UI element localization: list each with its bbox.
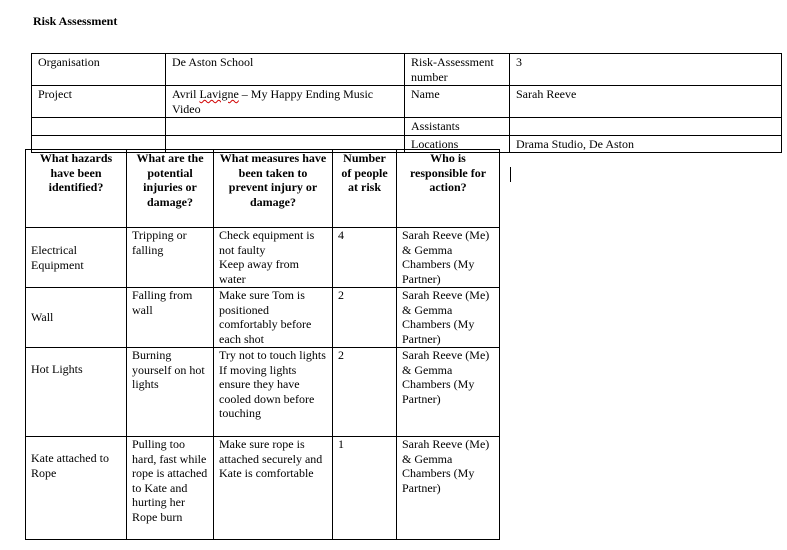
info-row-project <box>32 86 782 118</box>
measures-cell[interactable]: Make sure Tom is positioned comfortably before each shot <box>214 288 333 348</box>
header-responsible: Who is responsible for action? <box>397 150 500 228</box>
assistants-label: Assistants <box>405 118 510 136</box>
risk-table <box>25 149 500 540</box>
blank-cell[interactable] <box>32 118 166 136</box>
blank-cell[interactable] <box>166 118 405 136</box>
risk-number-value[interactable]: 3 <box>510 54 782 86</box>
locations-value[interactable]: Drama Studio, De Aston <box>510 135 782 153</box>
header-measures: What measures have been taken to prevent injury or damage? <box>214 150 333 228</box>
responsible-cell[interactable]: Sarah Reeve (Me) & Gemma Chambers (My Partner) <box>397 288 500 348</box>
project-label: Project <box>32 86 166 118</box>
risk-header-row <box>26 150 500 228</box>
hazard-cell[interactable]: Wall <box>26 288 127 348</box>
header-people: Number of people at risk <box>333 150 397 228</box>
injury-cell[interactable]: Burning yourself on hot lights <box>127 348 214 437</box>
people-cell[interactable]: 1 <box>333 437 397 540</box>
project-value-pre: Avril <box>172 87 200 101</box>
hazard-cell[interactable]: Electrical Equipment <box>26 228 127 288</box>
project-value[interactable] <box>166 86 405 118</box>
info-row-organisation <box>32 54 782 86</box>
people-cell[interactable]: 2 <box>333 348 397 437</box>
injury-cell[interactable]: Tripping or falling <box>127 228 214 288</box>
people-cell[interactable]: 4 <box>333 228 397 288</box>
locations-label: Locations <box>405 135 510 153</box>
name-label: Name <box>405 86 510 118</box>
people-cell[interactable]: 2 <box>333 288 397 348</box>
project-value-post: – My Happy Ending Music Video <box>172 87 374 116</box>
measures-cell[interactable]: Check equipment is not faulty Keep away from water <box>214 228 333 288</box>
header-injuries: What are the potential injuries or damage? <box>127 150 214 228</box>
organisation-value[interactable]: De Aston School <box>166 54 405 86</box>
responsible-cell[interactable]: Sarah Reeve (Me) & Gemma Chambers (My Partner) <box>397 348 500 437</box>
table-row <box>26 288 500 348</box>
table-row <box>26 348 500 437</box>
injury-cell[interactable]: Pulling too hard, fast while rope is attached to Kate and hurting her Rope burn <box>127 437 214 540</box>
measures-cell[interactable]: Try not to touch lights If moving lights ensure they have cooled down before touching <box>214 348 333 437</box>
responsible-cell[interactable]: Sarah Reeve (Me) & Gemma Chambers (My Partner) <box>397 228 500 288</box>
measures-cell[interactable]: Make sure rope is attached securely and Kate is comfortable <box>214 437 333 540</box>
responsible-cell[interactable]: Sarah Reeve (Me) & Gemma Chambers (My Partner) <box>397 437 500 540</box>
hazard-cell[interactable]: Hot Lights <box>26 348 127 437</box>
text-cursor <box>510 167 511 182</box>
table-row <box>26 228 500 288</box>
injury-cell[interactable]: Falling from wall <box>127 288 214 348</box>
info-row-assistants <box>32 118 782 136</box>
name-value[interactable]: Sarah Reeve <box>510 86 782 118</box>
header-hazards: What hazards have been identified? <box>26 150 127 228</box>
hazard-cell[interactable]: Kate attached to Rope <box>26 437 127 540</box>
table-row <box>26 437 500 540</box>
page-title: Risk Assessment <box>33 14 118 28</box>
info-table <box>31 53 782 153</box>
risk-number-label: Risk-Assessment number <box>405 54 510 86</box>
project-value-misspelled: Lavigne <box>199 87 239 101</box>
organisation-label: Organisation <box>32 54 166 86</box>
assistants-value[interactable] <box>510 118 782 136</box>
